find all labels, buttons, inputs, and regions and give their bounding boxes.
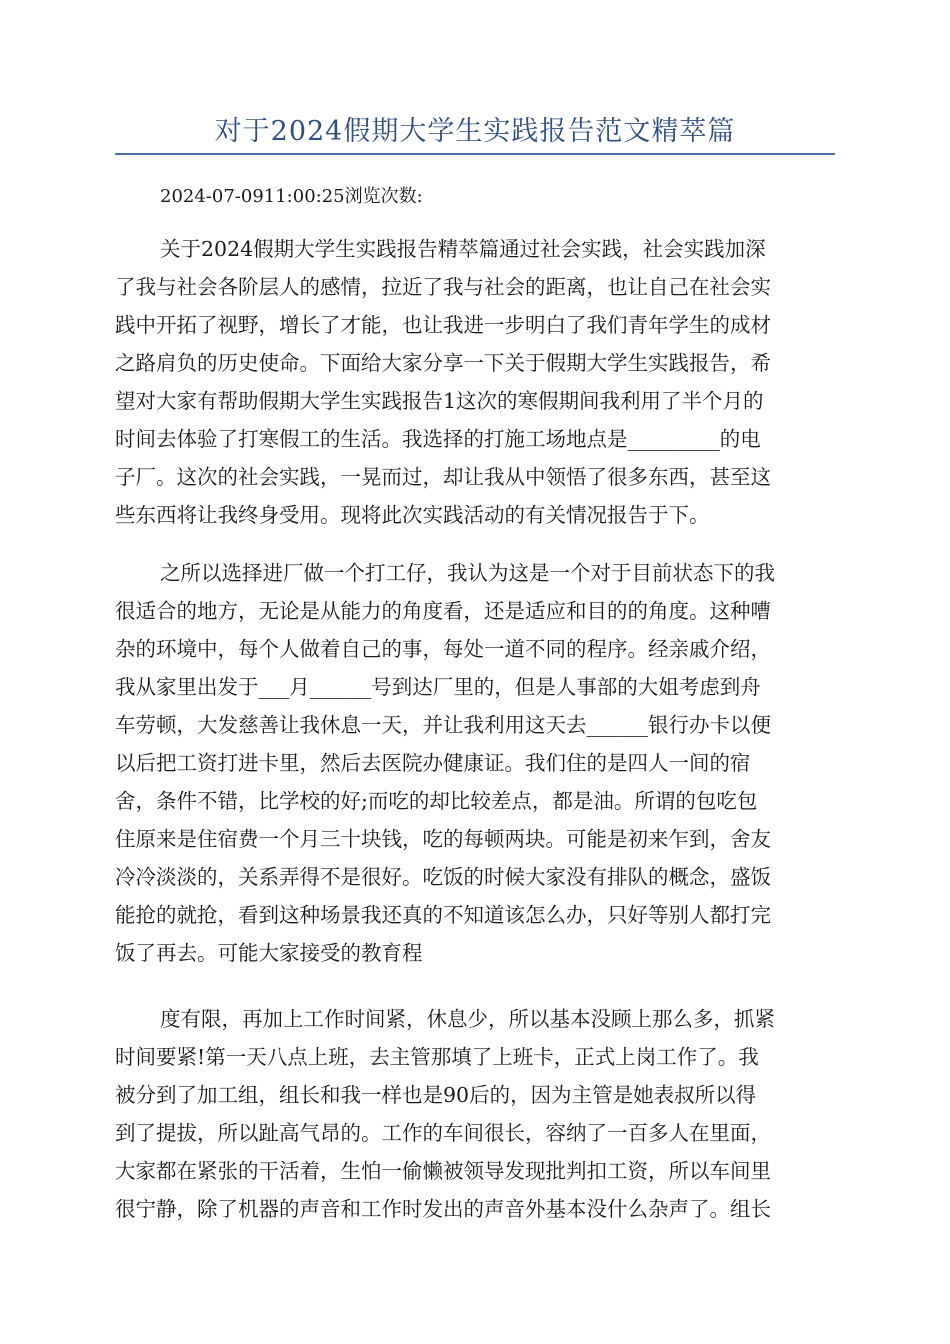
- paragraph-line: 些东西将让我终身受用。现将此次实践活动的有关情况报告于下。: [115, 503, 710, 527]
- paragraph-line: 饭了再去。可能大家接受的教育程: [115, 941, 423, 965]
- paragraph-3: [115, 1000, 835, 1228]
- post-meta: 2024-07-0911:00:25浏览次数:: [160, 186, 423, 207]
- paragraph-line: 很适合的地方，无论是从能力的角度看，还是适应和目的的角度。这种嘈: [115, 599, 771, 623]
- paragraph-line: 杂的环境中，每个人做着自己的事，每处一道不同的程序。经亲戚介绍，: [115, 637, 771, 661]
- paragraph-line: 以后把工资打进卡里，然后去医院办健康证。我们住的是四人一间的宿: [115, 751, 751, 775]
- paragraph-line: 望对大家有帮助假期大学生实践报告1这次的寒假期间我利用了半个月的: [115, 389, 764, 413]
- title-divider: [115, 153, 835, 155]
- paragraph-line: 大家都在紧张的干活着，生怕一偷懒被领导发现批判扣工资，所以车间里: [115, 1159, 771, 1183]
- paragraph-line: 践中开拓了视野，增长了才能，也让我进一步明白了我们青年学生的成材: [115, 313, 771, 337]
- paragraph-line: 我从家里出发于___月______号到达厂里的，但是人事部的大姐考虑到舟: [115, 675, 761, 699]
- paragraph-line: 很宁静，除了机器的声音和工作时发出的声音外基本没什么杂声了。组长: [115, 1197, 771, 1221]
- paragraph-line: 时间要紧!第一天八点上班，去主管那填了上班卡，正式上岗工作了。我: [115, 1045, 759, 1069]
- paragraph-line: 车劳顿，大发慈善让我休息一天，并让我利用这天去______银行办卡以便: [115, 713, 771, 737]
- paragraph-line: 住原来是住宿费一个月三十块钱，吃的每顿两块。可能是初来乍到，舍友: [115, 827, 771, 851]
- paragraph-line: 被分到了加工组，组长和我一样也是90后的，因为主管是她表叔所以得: [115, 1083, 757, 1107]
- paragraph-line: 度有限，再加上工作时间紧，休息少，所以基本没顾上那么多，抓紧: [160, 1007, 775, 1031]
- paragraph-line: 时间去体验了打寒假工的生活。我选择的打施工场地点是_________的电: [115, 427, 761, 451]
- paragraph-line: 能抢的就抢，看到这种场景我还真的不知道该怎么办，只好等别人都打完: [115, 903, 771, 927]
- paragraph-line: 到了提拔，所以趾高气昂的。工作的车间很长，容纳了一百多人在里面，: [115, 1121, 771, 1145]
- paragraph-line: 了我与社会各阶层人的感情，拉近了我与社会的距离，也让自己在社会实: [115, 275, 771, 299]
- paragraph-line: 之路肩负的历史使命。下面给大家分享一下关于假期大学生实践报告，希: [115, 351, 771, 375]
- paragraph-line: 冷冷淡淡的，关系弄得不是很好。吃饭的时候大家没有排队的概念，盛饭: [115, 865, 771, 889]
- paragraph-1: [115, 230, 835, 534]
- paragraph-line: 关于2024假期大学生实践报告精萃篇通过社会实践，社会实践加深: [160, 237, 766, 261]
- page-title: 对于2024假期大学生实践报告范文精萃篇: [214, 116, 736, 147]
- paragraph-line: 舍，条件不错，比学校的好;而吃的却比较差点，都是油。所谓的包吃包: [115, 789, 758, 813]
- paragraph-2: [115, 554, 835, 972]
- paragraph-line: 子厂。这次的社会实践，一晃而过，却让我从中领悟了很多东西，甚至这: [115, 465, 771, 489]
- paragraph-line: 之所以选择进厂做一个打工仔，我认为这是一个对于目前状态下的我: [160, 561, 775, 585]
